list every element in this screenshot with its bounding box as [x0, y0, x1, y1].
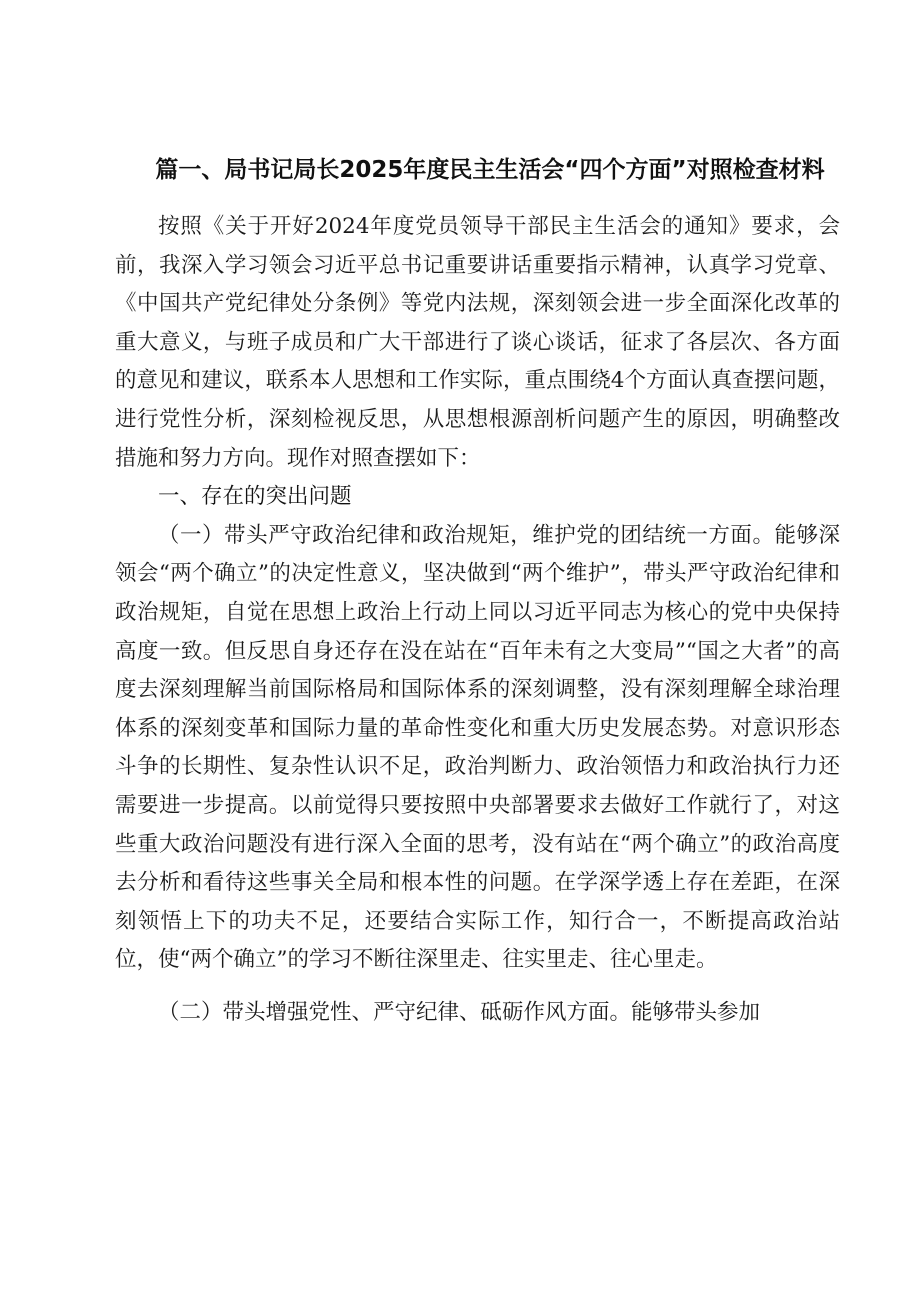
document-title: 篇一、局书记局长2025年度民主生活会“四个方面”对照检查材料 — [155, 157, 825, 183]
intro-paragraph: 按照《关于开好2024年度党员领导干部民主生活会的通知》要求，会前，我深入学习领会习近平总书记重要讲话重要指示精神，认真学习党章、《中国共产党纪律处分条例》等党内法规，深刻领会进一步全面深化改革的重大意义，与班子成员和广大干部进行了谈心谈话，征求了各层次、各方面的意见和建议，联系本人思想和工作实际，重点围绕4个方面认真查摆问题，进行党性分析，深刻检视反思，从思想根源剖析问题产生的原因，明确整改措施和努力方向。现作对照查摆如下： — [115, 214, 840, 471]
document-body — [115, 208, 840, 1032]
paragraph-spacer — [115, 980, 840, 994]
paragraph-political-discipline: （一）带头严守政治纪律和政治规矩，维护党的团结统一方面。能够深领会“两个确立”的决定性意义，坚决做到“两个维护”，带头严守政治纪律和政治规矩，自觉在思想上政治上行动上同以习近平同志为核心的党中央保持高度一致。但反思自身还存在没在站在“百年未有之大变局”“国之大者”的高度去深刻理解当前国际格局和国际体系的深刻调整，没有深刻理解全球治理体系的深刻变革和国际力量的革命性变化和重大历史发展态势。对意识形态斗争的长期性、复杂性认识不足，政治判断力、政治领悟力和政治执行力还需要进一步提高。以前觉得只要按照中央部署要求去做好工作就行了，对这些重大政治问题没有进行深入全面的思考，没有站在“两个确立”的政治高度去分析和看待这些事关全局和根本性的问题。在学深学透上存在差距，在深刻领悟上下的功夫不足，还要结合实际工作，知行合一，不断提高政治站位，使“两个确立”的学习不断往深里走、往实里走、往心里走。 — [115, 522, 840, 973]
section-heading-problems: 一、存在的突出问题 — [158, 484, 352, 510]
paragraph-party-spirit: （二）带头增强党性、严守纪律、砥砺作风方面。能够带头参加 — [158, 999, 761, 1025]
